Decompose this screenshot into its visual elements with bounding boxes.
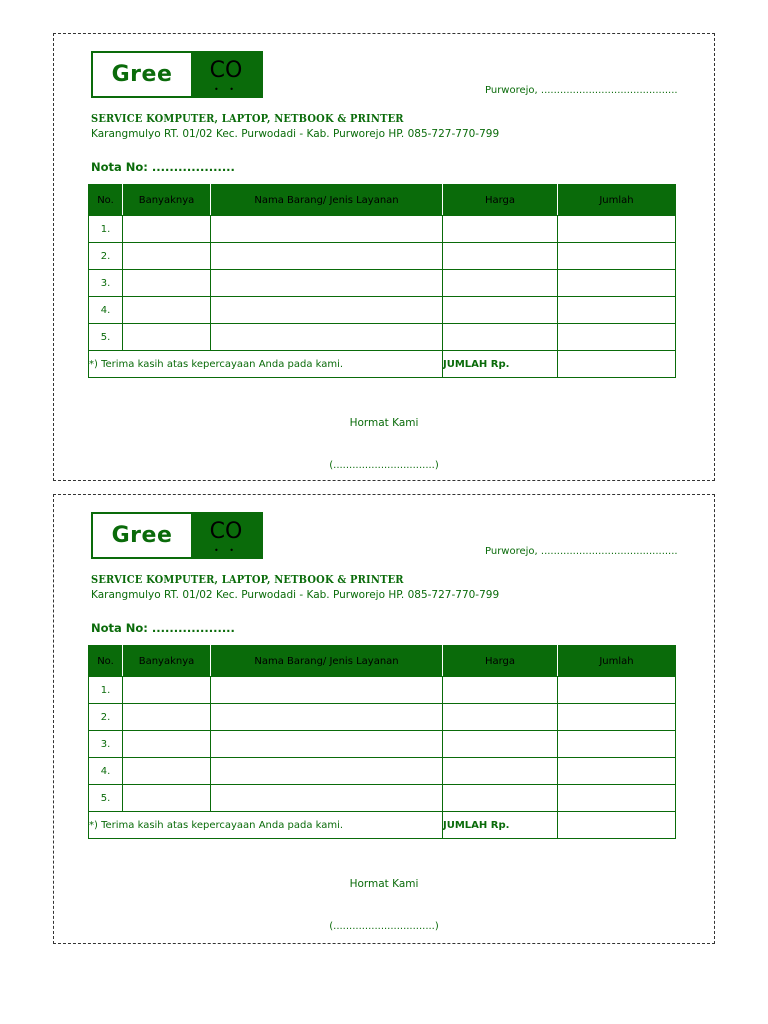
row-number: 3. [89,270,123,297]
row-number: 5. [89,785,123,812]
closing-regards: Hormat Kami [349,417,419,429]
logo-text-left: Gree [93,53,191,96]
amount-cell [558,216,676,243]
item-name-cell [211,216,443,243]
item-name-cell [211,297,443,324]
thank-you-note: *) Terima kasih atas kepercayaan Anda pada kami. [89,351,443,378]
column-header-quantity: Banyaknya [123,646,211,677]
quantity-cell [123,243,211,270]
quantity-cell [123,297,211,324]
row-number: 1. [89,216,123,243]
row-number: 2. [89,243,123,270]
company-logo [91,51,263,98]
table-header-row [89,646,676,677]
column-header-no: No. [89,646,123,677]
place-date-field: Purworejo, ........................................... [485,546,678,557]
amount-cell [558,677,676,704]
item-name-cell [211,324,443,351]
amount-cell [558,704,676,731]
business-address: Karangmulyo RT. 01/02 Kec. Purwodadi - Kab. Purworejo HP. 085-727-770-799 [91,589,500,601]
row-number: 1. [89,677,123,704]
price-cell [443,758,558,785]
quantity-cell [123,785,211,812]
column-header-item-name: Nama Barang/ Jenis Layanan [211,646,443,677]
total-label: JUMLAH Rp. [443,351,558,378]
column-header-amount: Jumlah [558,646,676,677]
amount-cell [558,324,676,351]
receipt-1 [53,33,715,481]
item-name-cell [211,731,443,758]
table-row [89,216,676,243]
items-table [88,645,676,839]
logo-text-right [191,53,261,96]
quantity-cell [123,216,211,243]
column-header-price: Harga [443,646,558,677]
receipt-2 [53,494,715,944]
price-cell [443,270,558,297]
quantity-cell [123,758,211,785]
table-footer-row [89,812,676,839]
quantity-cell [123,704,211,731]
row-number: 4. [89,758,123,785]
amount-cell [558,297,676,324]
total-amount-cell [558,351,676,378]
price-cell [443,216,558,243]
logo-dots: • • [214,546,238,555]
amount-cell [558,785,676,812]
logo-text-left: Gree [93,514,191,557]
closing-regards: Hormat Kami [349,878,419,890]
row-number: 5. [89,324,123,351]
signature-line: (................................) [329,921,439,932]
table-row [89,324,676,351]
price-cell [443,243,558,270]
amount-cell [558,243,676,270]
invoice-number-field: Nota No: ................... [91,621,235,635]
column-header-quantity: Banyaknya [123,185,211,216]
table-row [89,731,676,758]
table-row [89,785,676,812]
item-name-cell [211,704,443,731]
thank-you-note: *) Terima kasih atas kepercayaan Anda pada kami. [89,812,443,839]
price-cell [443,785,558,812]
total-amount-cell [558,812,676,839]
table-row [89,704,676,731]
table-row [89,297,676,324]
table-row [89,270,676,297]
quantity-cell [123,677,211,704]
price-cell [443,297,558,324]
item-name-cell [211,785,443,812]
business-heading: SERVICE KOMPUTER, LAPTOP, NETBOOK & PRINTER [91,572,404,586]
item-name-cell [211,758,443,785]
logo-text-right [191,514,261,557]
row-number: 4. [89,297,123,324]
price-cell [443,677,558,704]
quantity-cell [123,324,211,351]
logo-dots: • • [214,85,238,94]
column-header-price: Harga [443,185,558,216]
item-name-cell [211,677,443,704]
table-row [89,758,676,785]
items-table [88,184,676,378]
column-header-item-name: Nama Barang/ Jenis Layanan [211,185,443,216]
logo-co-text: CO [209,58,243,83]
table-footer-row [89,351,676,378]
table-row [89,677,676,704]
item-name-cell [211,243,443,270]
company-logo [91,512,263,559]
amount-cell [558,758,676,785]
row-number: 2. [89,704,123,731]
logo-co-text: CO [209,519,243,544]
invoice-number-field: Nota No: ................... [91,160,235,174]
place-date-field: Purworejo, ........................................... [485,85,678,96]
table-header-row [89,185,676,216]
quantity-cell [123,270,211,297]
business-heading: SERVICE KOMPUTER, LAPTOP, NETBOOK & PRINTER [91,111,404,125]
price-cell [443,324,558,351]
total-label: JUMLAH Rp. [443,812,558,839]
price-cell [443,731,558,758]
row-number: 3. [89,731,123,758]
table-row [89,243,676,270]
column-header-no: No. [89,185,123,216]
column-header-amount: Jumlah [558,185,676,216]
business-address: Karangmulyo RT. 01/02 Kec. Purwodadi - Kab. Purworejo HP. 085-727-770-799 [91,128,500,140]
quantity-cell [123,731,211,758]
price-cell [443,704,558,731]
amount-cell [558,270,676,297]
amount-cell [558,731,676,758]
item-name-cell [211,270,443,297]
signature-line: (................................) [329,460,439,471]
